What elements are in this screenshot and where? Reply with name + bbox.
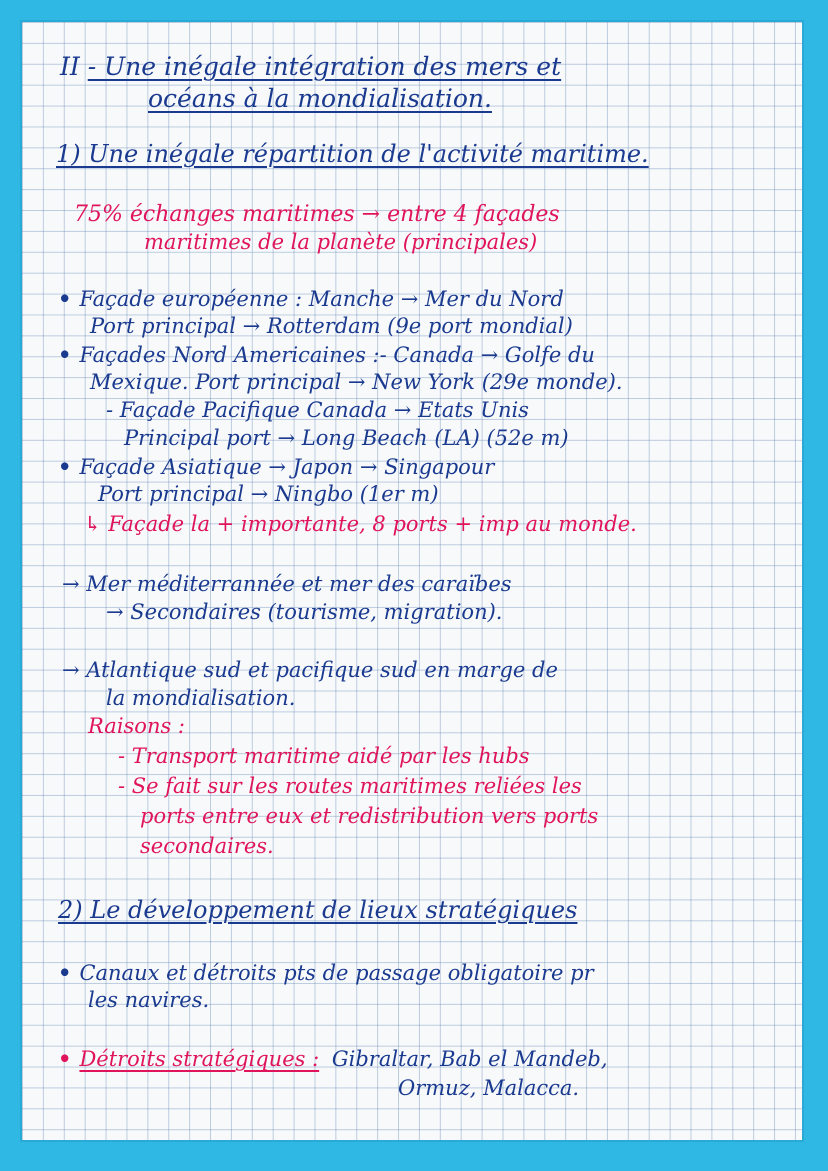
bullet-icon: •	[58, 286, 72, 311]
med-line1: → Mer méditerrannée et mer des caraïbes	[62, 572, 512, 596]
asia-line1	[58, 454, 494, 479]
section1-heading: 1) Une inégale répartition de l'activité maritime.	[56, 140, 649, 168]
na-text1: Façades Nord Americaines :- Canada → Golfe du	[79, 343, 595, 367]
south-line2: la mondialisation.	[106, 686, 296, 710]
bullet-icon: •	[58, 1046, 72, 1071]
bullet-icon: •	[58, 454, 72, 479]
canals-line2: les navires.	[88, 988, 210, 1012]
asia-text1: Façade Asiatique → Japon → Singapour	[79, 455, 495, 479]
part-title-text1: - Une inégale intégration des mers et	[87, 52, 562, 81]
pacific-line1: - Façade Pacifique Canada → Etats Unis	[106, 398, 529, 422]
straits-list2: Ormuz, Malacca.	[398, 1076, 580, 1100]
asia-line3: ↳ Façade la + importante, 8 ports + imp au monde.	[84, 512, 637, 536]
bullet-icon: •	[58, 960, 72, 985]
pacific-line2: Principal port → Long Beach (LA) (52e m)	[124, 426, 569, 450]
reason2-line2: ports entre eux et redistribution vers ports	[140, 804, 599, 828]
notebook-page	[22, 22, 802, 1140]
stat-line2: maritimes de la planète (principales)	[144, 230, 538, 254]
reason2-line3: secondaires.	[140, 834, 274, 858]
part-title-line2: océans à la mondialisation.	[148, 84, 492, 113]
europe-line1	[58, 286, 564, 311]
asia-line2: Port principal → Ningbo (1er m)	[98, 482, 439, 506]
reasons-label: Raisons :	[88, 714, 186, 738]
stat-line1: 75% échanges maritimes → entre 4 façades	[74, 202, 560, 227]
canals-text1: Canaux et détroits pts de passage obligatoire pr	[79, 961, 594, 985]
med-line2: → Secondaires (tourisme, migration).	[106, 600, 503, 624]
canals-line1	[58, 960, 594, 985]
reason1: - Transport maritime aidé par les hubs	[118, 744, 530, 768]
part-title-line1	[60, 52, 561, 81]
europe-line2: Port principal → Rotterdam (9e port mondial)	[90, 314, 573, 338]
reason2-line1: - Se fait sur les routes maritimes reliées les	[118, 774, 582, 798]
na-line2: Mexique. Port principal → New York (29e monde).	[90, 370, 623, 394]
straits-label: Détroits stratégiques :	[79, 1047, 320, 1071]
straits-list1: Gibraltar, Bab el Mandeb,	[331, 1047, 608, 1071]
europe-text1: Façade européenne : Manche → Mer du Nord	[79, 287, 564, 311]
section2-heading: 2) Le développement de lieux stratégiques	[58, 896, 578, 924]
part-numeral: II	[60, 52, 80, 81]
straits-line1	[58, 1046, 608, 1071]
na-line1	[58, 342, 595, 367]
south-line1: → Atlantique sud et pacifique sud en marge de	[62, 658, 558, 682]
bullet-icon: •	[58, 342, 72, 367]
